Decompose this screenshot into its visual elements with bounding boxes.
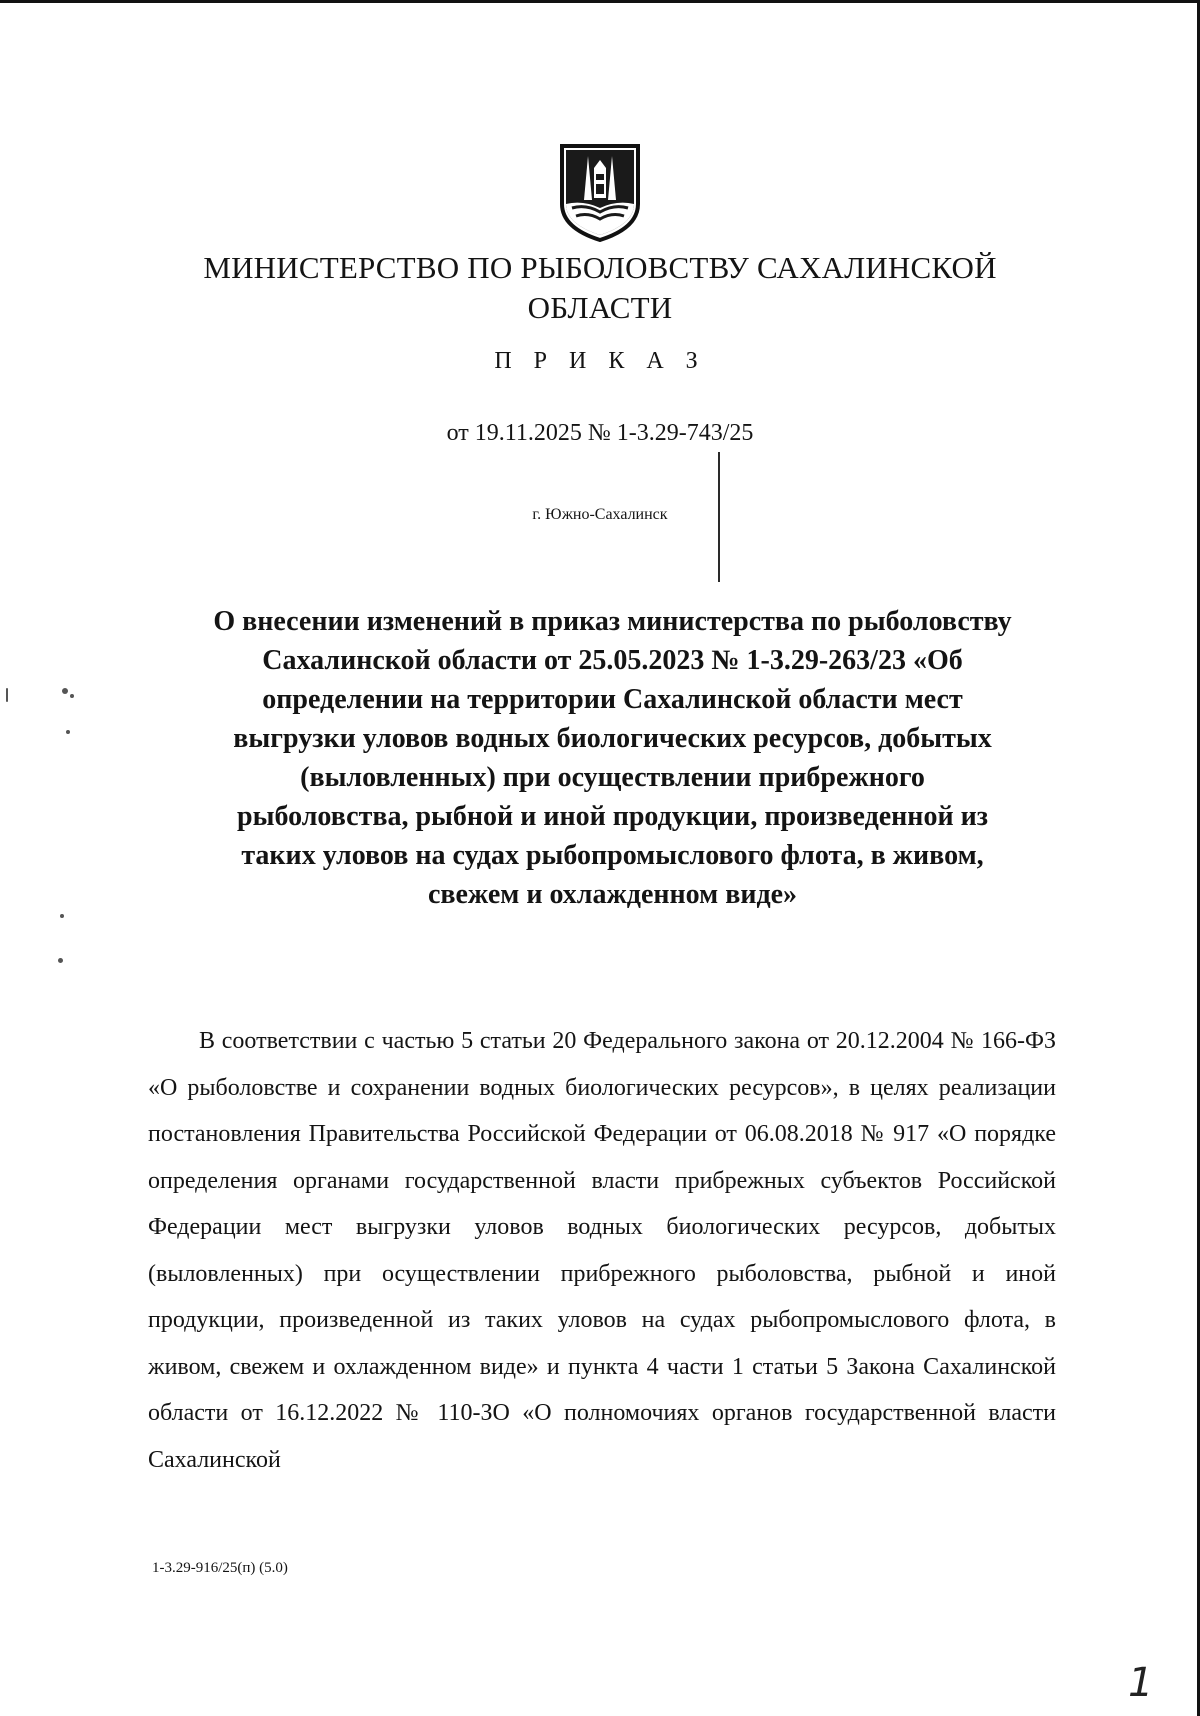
subject-line: рыболовства, рыбной и иной продукции, произведенной из — [237, 801, 988, 832]
ministry-title-line1: МИНИСТЕРСТВО ПО РЫБОЛОВСТВУ САХАЛИНСКОЙ — [203, 250, 997, 285]
scan-speck — [66, 730, 70, 734]
sakhalin-coat-of-arms-icon — [558, 142, 642, 242]
order-subject — [150, 602, 1075, 914]
subject-line: таких уловов на судах рыбопромыслового флота, в живом, — [241, 840, 984, 871]
subject-line: О внесении изменений в приказ министерства по рыболовству — [213, 606, 1012, 637]
order-date-number: от 19.11.2025 № 1-3.29-743/25 — [446, 420, 754, 446]
scan-speck — [58, 958, 63, 963]
subject-line: Сахалинской области от 25.05.2023 № 1-3.29-263/23 «Об — [262, 645, 963, 676]
handwritten-page-number: 1 — [1128, 1660, 1154, 1706]
subject-line: свежем и охлажденном виде» — [427, 879, 798, 910]
document-code: 1-3.29-916/25(п) (5.0) — [152, 1560, 288, 1576]
scan-speck — [70, 694, 74, 698]
scan-speck — [60, 914, 64, 918]
scan-artifact-line — [718, 452, 720, 582]
scan-speck — [6, 688, 8, 702]
ministry-title — [150, 248, 1050, 328]
scan-speck — [62, 688, 68, 694]
city-name: г. Южно-Сахалинск — [532, 506, 668, 523]
order-label: П Р И К А З — [494, 348, 706, 374]
subject-line: (выловленных) при осуществлении прибрежного — [300, 762, 925, 793]
ministry-title-line2: ОБЛАСТИ — [527, 290, 673, 325]
subject-line: определении на территории Сахалинской области мест — [262, 684, 963, 715]
subject-line: выгрузки уловов водных биологических ресурсов, добытых — [233, 723, 992, 754]
scan-top-edge — [0, 0, 1200, 3]
body-paragraph: В соответствии с частью 5 статьи 20 Федерального закона от 20.12.2004 № 166-ФЗ «О рыболовстве и сохранении водных биологических ресурсов», в целях реализации постановления Правительства Российской Федерации от 06.08.2018 № 917 «О порядке определения органами государственной власти прибрежных субъектов Российской Федерации мест выгрузки уловов водных биологических ресурсов, добытых (выловленных) при осуществлении прибрежного рыболовства, рыбной и иной продукции, произведенной из таких уловов на судах рыбопромыслового флота, в живом, свежем и охлажденном виде» и пункта 4 части 1 статьи 5 Закона Сахалинской области от 16.12.2022 № 110-ЗО «О полномочиях органов государственной власти Сахалинской — [148, 1028, 1056, 1473]
